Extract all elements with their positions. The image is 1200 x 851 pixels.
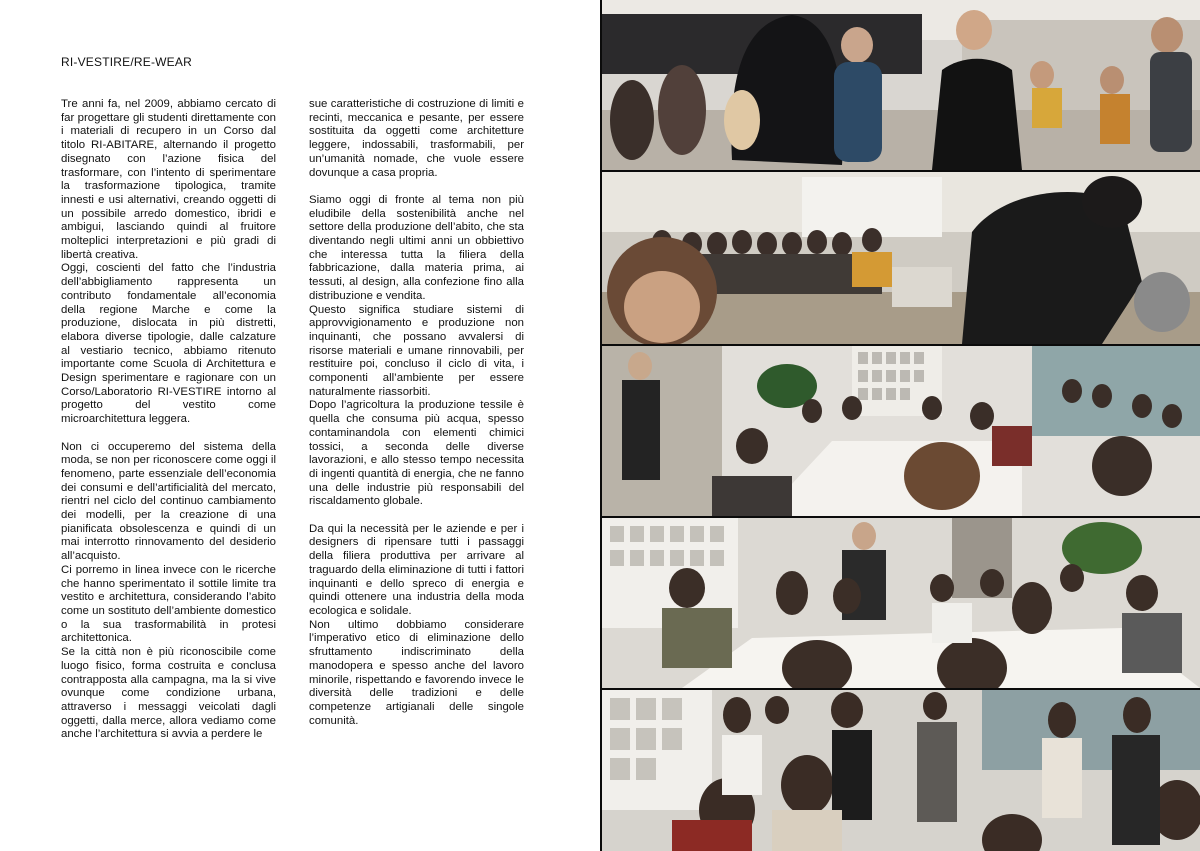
text-column-1 xyxy=(61,98,276,742)
workshop-photo-fitting xyxy=(602,0,1200,170)
workshop-photo-meeting xyxy=(602,346,1200,516)
paragraph: Dopo l’agricoltura la produzione tessile è quella che consuma più acqua, spesso contaminandola con elementi chimici tossici, a seconda delle diverse lavorazioni, e allo stesso tempo necessita di ingenti quantità di energia, che ne fanno una delle industrie più responsabili del riscaldamento globale. xyxy=(309,399,524,508)
paragraph: Oggi, coscienti del fatto che l’industria dell’abbigliamento rappresenta un contributo fondamentale all’economia della regione Marche e come la produzione, dislocata in più distretti, elabora diverse tipologie, dalle calzature al vestiario tecnico, abbiamo ritenuto importante come Scuola di Architettura e Design sperimentare e ragionare con un Corso/Laboratorio RI-VESTIRE intorno al progetto del vestito come microarchitettura leggera. xyxy=(61,262,276,426)
paragraph: Ci porremo in linea invece con le ricerche che hanno sperimentato il sottile limite tra vestito e architettura, considerando l’abito come un sostituto dell’ambiente domestico o la sua trasformabilità in protesi architettonica. xyxy=(61,563,276,645)
paragraph: Questo significa studiare sistemi di approvvigionamento e produzione non inquinanti, che possano avvalersi di risorse materiali e umane rinnovabili, per restituire poi, concluso il ciclo di vita, i componenti all’ambiente per essere naturalmente riassorbiti. xyxy=(309,303,524,398)
paragraph: Non ultimo dobbiamo considerare l’imperativo etico di eliminazione dello sfruttamento indiscriminato della manodopera e spesso anche del lavoro minorile, rispettando e favorendo invece le diversità delle tradizioni e delle competenze artigianali delle singole comunità. xyxy=(309,618,524,727)
workshop-photo-discussion xyxy=(602,518,1200,688)
workshop-photo-circle xyxy=(602,172,1200,344)
paragraph: sue caratteristiche di costruzione di limiti e recinti, meccanica e pesante, per essere sostituita da oggetti come architetture leggere, indossabili, trasformabili, per un’umanità nomade, che vuole essere dovunque a casa propria. xyxy=(309,98,524,179)
paragraph: Se la città non è più riconoscibile come luogo fisico, forma costruita e conclusa contrapposta alla campagna, ma la si vive ovunque come condizione urbana, attraverso i messaggi veicolati dagli oggetti, dalla merce, allora vediamo come anche l’architettura si avvia a perdere le xyxy=(61,646,276,741)
paragraph: Tre anni fa, nel 2009, abbiamo cercato di far progettare gli studenti direttamente con i materiali di recupero in un Corso dal titolo RI-ABITARE, alternando il progetto disegnato con l’azione fisica del trasformare, con l’intento di sperimentare la trasformazione tipologica, tramite innesti e usi alternativi, creando oggetti di un possibile arredo domestico, ibridi e ambigui, lasciando quindi al fruitore molteplici interpretazioni e più gradi di libertà creativa. xyxy=(61,98,276,261)
workshop-photo-standing xyxy=(602,690,1200,851)
paragraph: Siamo oggi di fronte al tema non più eludibile della sostenibilità anche nel settore della produzione dell’abito, che sta diventando negli ultimi anni un obbiettivo che interessa tutta la filiera della fabbricazione, dalla materia prima, ai tessuti, al design, alla confezione fino alla distribuzione e vendita. xyxy=(309,193,524,302)
paragraph: Da qui la necessità per le aziende e per i designers di ripensare tutti i passaggi della filiera produttiva per arrivare al traguardo della eliminazione di tutti i fattori inquinanti e dello spreco di energia e quindi ottenere una industria della moda ecologica e solidale. xyxy=(309,522,524,617)
page-title: RI-VESTIRE/RE-WEAR xyxy=(61,55,192,69)
text-column-2 xyxy=(309,98,524,728)
paragraph: Non ci occuperemo del sistema della moda, se non per riconoscere come oggi il fenomeno, parte essenziale dell’economia dei consumi e dell’artificialità del mercato, rientri nel ciclo del continuo cambiamento dei modelli, per la creazione di una pianificata obsolescenza e quindi di un mai interrotto rinnovamento del desiderio all’acquisto. xyxy=(61,440,276,563)
